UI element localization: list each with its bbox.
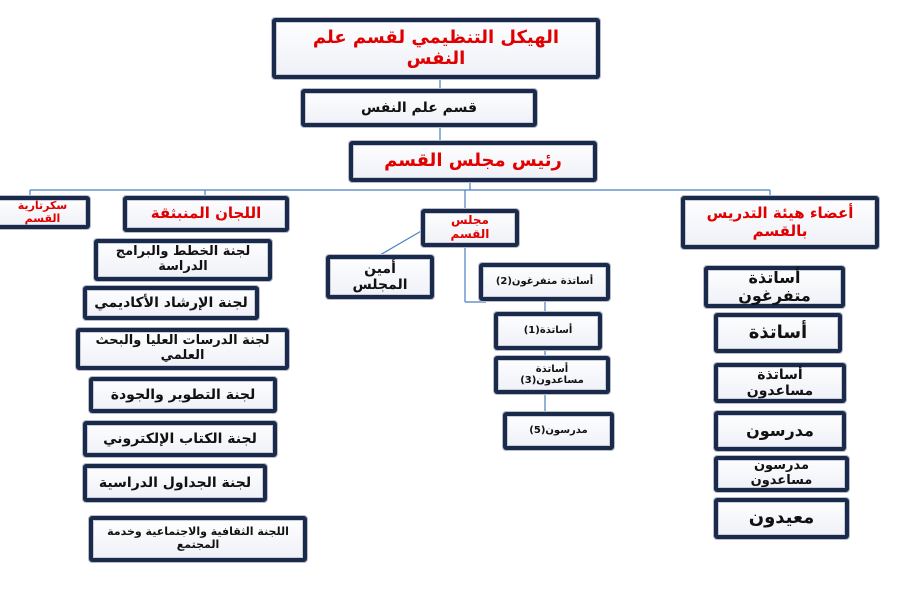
faculty-item: أساتذة — [713, 312, 843, 354]
committees-header: اللجان المنبثقة — [122, 195, 290, 233]
committee-item: لجنة الجداول الدراسية — [82, 463, 268, 503]
council-member: أساتذة مساعدون(3) — [493, 355, 611, 395]
committee-item: لجنة الكتاب الإلكتروني — [82, 420, 278, 458]
secretariat-box: سكرتارية القسم — [0, 195, 91, 230]
committee-item: لجنة التطوير والجودة — [88, 376, 278, 414]
committee-item: لجنة الإرشاد الأكاديمي — [82, 285, 260, 321]
faculty-item: أساتذة مساعدون — [713, 362, 847, 404]
faculty-item: أساتذة متفرغون — [703, 265, 846, 309]
committee-item: اللجنة الثقافية والاجتماعية وخدمة المجتمع — [88, 515, 308, 563]
faculty-item: معيدون — [713, 497, 850, 540]
council-member: أساتذة متفرغون(2) — [478, 262, 611, 302]
council-header: مجلس القسم — [420, 208, 520, 248]
head-box: رئيس مجلس القسم — [348, 140, 598, 183]
department-box: قسم علم النفس — [300, 88, 538, 128]
council-member: مدرسون(5) — [502, 411, 615, 451]
council-secretary-box: أمين المجلس — [325, 254, 435, 300]
connector-council-secretary — [380, 230, 423, 255]
council-member: أساتذة(1) — [493, 311, 603, 351]
faculty-item: مدرسون — [713, 410, 847, 452]
chart-title: الهيكل التنظيمي لقسم علم النفس — [271, 17, 601, 80]
committee-item: لجنة الخطط والبرامج الدراسة — [93, 238, 273, 282]
faculty-header: أعضاء هيئة التدريس بالقسم — [680, 195, 880, 250]
committee-item: لجنة الدرسات العليا والبحث العلمي — [75, 327, 290, 371]
faculty-item: مدرسون مساعدون — [713, 455, 850, 493]
